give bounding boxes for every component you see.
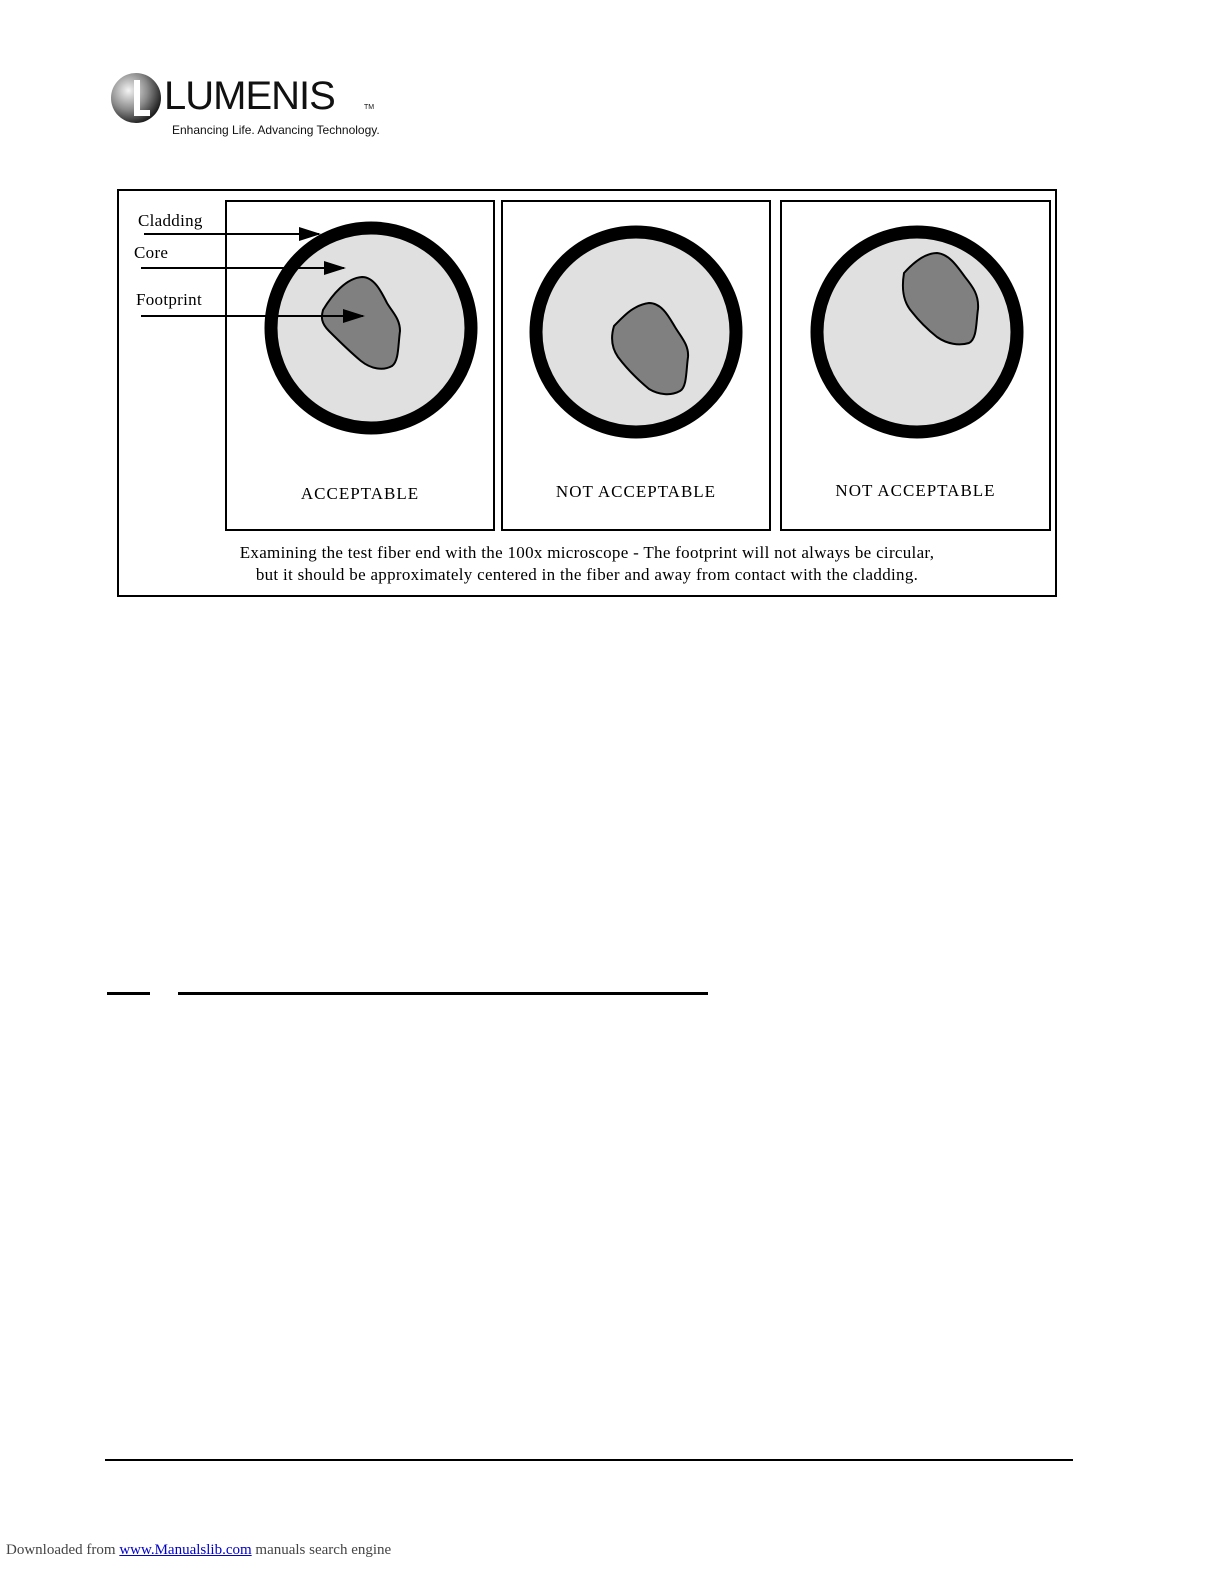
panel-caption-not-acceptable-2: NOT ACCEPTABLE <box>835 481 996 500</box>
logo-trademark: TM <box>364 104 375 111</box>
logo-tagline: Enhancing Life. Advancing Technology. <box>172 123 380 137</box>
panel-caption-not-acceptable-1: NOT ACCEPTABLE <box>555 482 717 501</box>
manualslib-link[interactable]: www.Manualslib.com <box>119 1542 252 1558</box>
lumenis-logo-mark-icon <box>110 72 162 124</box>
footer-suffix: manuals search engine <box>251 1542 392 1558</box>
lumenis-logo <box>108 70 388 142</box>
panel-caption-acceptable: ACCEPTABLE <box>300 484 420 503</box>
footer-prefix: Downloaded from <box>6 1542 120 1558</box>
download-footer <box>6 1542 391 1559</box>
cladding-label: Cladding <box>138 211 203 230</box>
figure-caption <box>119 542 1055 586</box>
figure-caption-line-2: but it should be approximately centered in the fiber and away from contact with the cladding. <box>255 565 919 584</box>
footprint-label: Footprint <box>136 290 202 309</box>
footer-rule <box>105 1459 1073 1461</box>
figure-caption-line-1: Examining the test fiber end with the 100x microscope - The footprint will not always be circular, <box>239 543 935 562</box>
logo-wordmark: LUMENIS <box>164 74 335 118</box>
heading-rule-short <box>107 992 150 995</box>
fiber-inspection-diagram <box>119 191 1059 599</box>
heading-rule-long <box>178 992 708 995</box>
fiber-inspection-figure <box>117 189 1057 597</box>
core-label: Core <box>134 243 169 262</box>
